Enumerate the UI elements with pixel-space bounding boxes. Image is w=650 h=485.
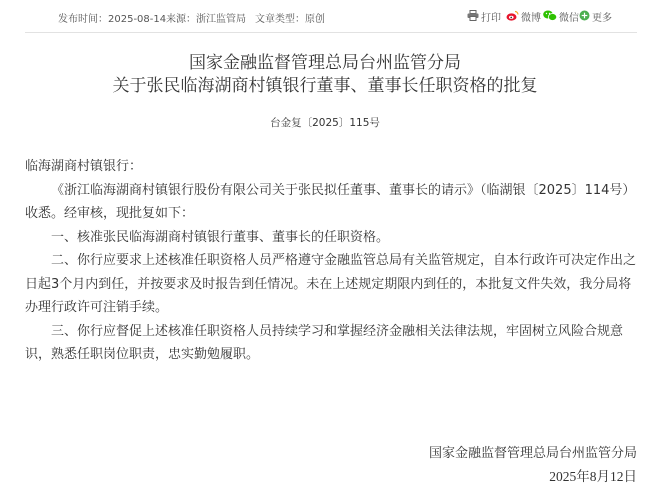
paragraph-item-2: 二、你行应要求上述核准任职资格人员严格遵守金融监管总局有关监管规定，自本行政许可决定作出之日起3个月内到任，并按要求及时报告到任情况。未在上述规定期限内到任的，本批复文件失效，我分局将办理行政许可注销手续。: [25, 253, 637, 315]
printer-icon: [467, 10, 479, 24]
signature-date: 2025年8月12日: [549, 469, 637, 484]
plus-circle-icon: [579, 10, 590, 24]
weibo-icon: [506, 10, 519, 24]
document-title-line2: 关于张民临海湖商村镇银行董事、董事长任职资格的批复: [112, 76, 538, 96]
signature-org: 国家金融监督管理总局台州监管分局: [428, 446, 637, 461]
header-divider: [25, 32, 637, 33]
paragraph-item-3: 三、你行应督促上述核准任职资格人员持续学习和掌握经济金融相关法律法规，牢固树立风险合规意识，熟悉任职岗位职责，忠实勤勉履职。: [25, 323, 624, 362]
article-meta-bar: [0, 0, 650, 32]
more-share-button[interactable]: [579, 9, 612, 24]
print-button[interactable]: [467, 9, 501, 24]
weibo-share-button[interactable]: [506, 9, 541, 24]
document-body: [25, 155, 637, 367]
article-source: 来源：浙江监管局: [166, 14, 246, 25]
weibo-label: 微博: [521, 13, 541, 24]
publish-time: 发布时间：2025-08-14: [58, 14, 167, 25]
more-label: 更多: [592, 13, 612, 24]
wechat-icon: [543, 10, 557, 24]
paragraph-item-1: 一、核准张民临海湖商村镇银行董事、董事长的任职资格。: [51, 229, 390, 245]
paragraph-intro: 《浙江临海湖商村镇银行股份有限公司关于张民拟任董事、董事长的请示》（临湖银〔2025〕114号）收悉。经审核，现批复如下：: [25, 182, 636, 221]
document-title-line1: 国家金融监督管理总局台州监管分局: [189, 53, 461, 73]
print-label: 打印: [481, 13, 501, 24]
article-type: 文章类型：原创: [255, 14, 325, 25]
wechat-share-button[interactable]: [543, 9, 579, 24]
document-number: 台金复〔2025〕115号: [270, 117, 380, 129]
salutation: 临海湖商村镇银行：: [25, 159, 143, 174]
wechat-label: 微信: [559, 13, 579, 24]
